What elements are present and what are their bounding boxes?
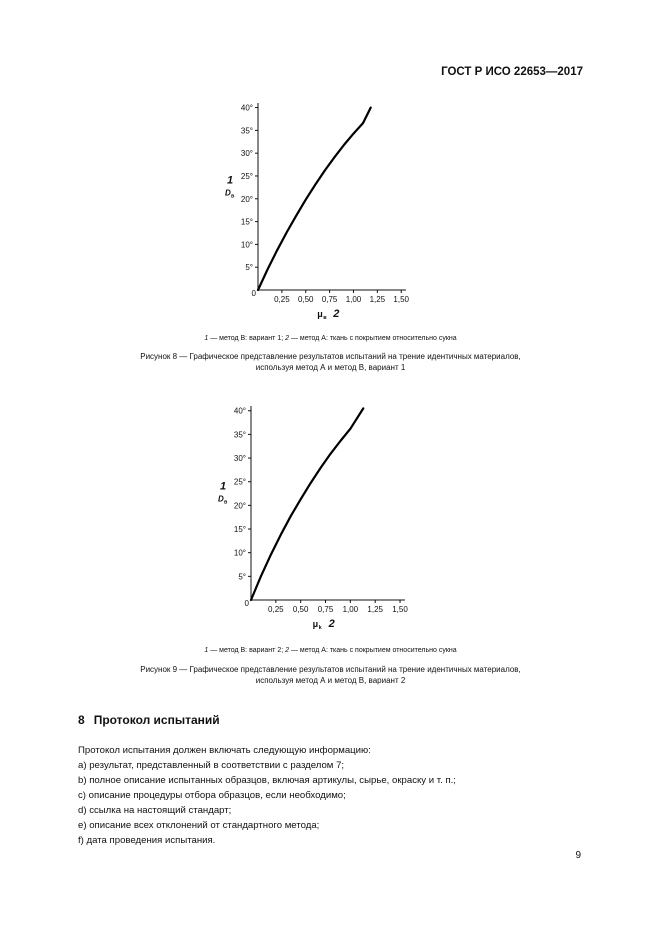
y-tick-label: 15° [240,217,253,227]
x-axis-label-subscript: в [323,315,327,321]
data-series-line [251,408,363,600]
list-item: c) описание процедуры отбора образцов, если необходимо; [78,790,346,801]
figure-9-chart [0,395,661,635]
x-tick-label: 0,50 [292,605,309,614]
y-tick-label: 40° [240,103,253,113]
requirements-list [78,758,598,848]
x-tick-label: 0,50 [297,295,314,304]
section-title: Протокол испытаний [93,713,220,727]
y-axis-label-subscript: в [231,193,235,200]
x-tick-label: 0,75 [321,295,338,304]
y-tick-label: 25° [233,477,246,487]
caption-line: используя метод А и метод В, вариант 1 [255,363,406,372]
y-tick-label: 10° [240,240,253,250]
legend-text: — метод А: ткань с покрытием относительно сукна [289,647,457,654]
y-tick-label: 5° [245,263,253,273]
figure-9-legend [0,647,661,654]
y-axis-label: D [225,188,231,198]
origin-label: 0 [244,599,249,608]
figure-9-caption [78,664,583,686]
x-axis-number: 2 [333,308,340,320]
y-axis-label-subscript: в [224,499,228,506]
y-tick-label: 30° [240,149,253,159]
caption-line: Рисунок 8 — Графическое представление результатов испытаний на трение идентичных материалов, [140,352,521,361]
list-item: f) дата проведения испытания. [78,835,216,846]
origin-label: 0 [251,289,256,298]
x-tick-label: 1,50 [392,605,408,614]
x-axis-number: 2 [328,618,335,630]
y-tick-label: 5° [238,572,246,582]
y-tick-label: 35° [240,126,253,136]
page-number: 9 [575,850,581,861]
figure-8-caption [78,351,583,373]
list-item: e) описание всех отклонений от стандартного метода; [78,820,320,831]
y-tick-label: 30° [233,454,246,464]
y-axis-label: D [218,494,224,504]
legend-text: — метод А: ткань с покрытием относительно сукна [289,335,457,342]
x-axis-label: μ [312,619,319,629]
y-axis-number: 1 [226,174,234,187]
y-tick-label: 10° [233,548,246,558]
legend-number: 1 [204,647,209,654]
list-item: a) результат, представленный в соответствии с разделом 7; [78,760,345,771]
x-tick-label: 1,00 [345,295,362,304]
section-body [78,743,598,848]
figure-8-chart [0,90,661,325]
legend-text: — метод В: вариант 1; [208,335,286,342]
caption-line: используя метод А и метод В, вариант 2 [255,676,406,685]
legend-number: 1 [204,335,209,342]
x-tick-label: 1,50 [393,295,410,304]
x-tick-label: 1,00 [342,605,359,614]
list-item: b) полное описание испытанных образцов, включая артикулы, сырье, окраску и т. п.; [78,775,456,786]
x-axis-label: μ [317,309,323,319]
legend-number: 2 [285,647,290,654]
section-intro: Протокол испытания должен включать следующую информацию: [78,745,371,756]
legend-number: 2 [285,335,290,342]
figure-8-legend [0,335,661,342]
section-heading [78,713,220,727]
y-tick-label: 40° [233,406,246,416]
document-code: ГОСТ Р ИСО 22653—2017 [441,66,583,78]
section-number: 8 [78,713,85,727]
x-tick-label: 1,25 [367,605,383,614]
y-tick-label: 25° [240,171,253,181]
x-tick-label: 1,25 [369,295,386,304]
legend-text: — метод В: вариант 2; [208,647,286,654]
y-tick-label: 35° [233,430,246,440]
y-tick-label: 20° [240,194,253,204]
y-tick-label: 20° [233,501,246,511]
x-tick-label: 0,25 [268,605,284,614]
y-tick-label: 15° [233,525,246,535]
y-axis-number: 1 [219,480,227,493]
x-tick-label: 0,75 [317,605,334,614]
x-tick-label: 0,25 [274,295,290,304]
caption-line: Рисунок 9 — Графическое представление результатов испытаний на трение идентичных материалов, [140,665,521,674]
list-item: d) ссылка на настоящий стандарт; [78,805,232,816]
x-axis-label-subscript: k [318,625,322,631]
data-series-line [258,108,371,290]
